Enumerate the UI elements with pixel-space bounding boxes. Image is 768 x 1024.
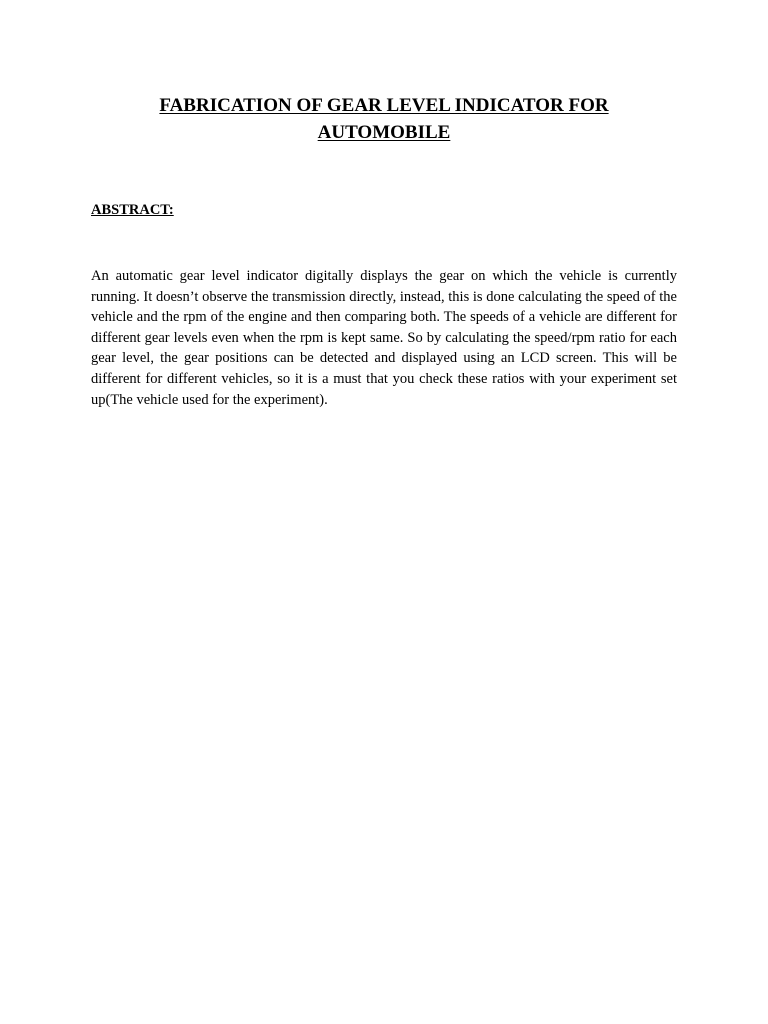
- abstract-heading: ABSTRACT:: [91, 202, 174, 218]
- abstract-paragraph: An automatic gear level indicator digitally displays the gear on which the vehicle is currently running. It doesn’t observe the transmission directly, instead, this is done calculating the speed of the vehicle and the rpm of the engine and then comparing both. The speeds of a vehicle are different for different gear levels even when the rpm is kept same. So by calculating the speed/rpm ratio for each gear level, the gear positions can be detected and displayed using an LCD screen. This will be different for different vehicles, so it is a must that you check these ratios with your experiment set up(The vehicle used for the experiment).: [91, 268, 677, 408]
- document-title: [90, 92, 678, 146]
- document-title-line-2: AUTOMOBILE: [317, 122, 451, 143]
- document-title-line-1: FABRICATION OF GEAR LEVEL INDICATOR FOR: [159, 95, 609, 116]
